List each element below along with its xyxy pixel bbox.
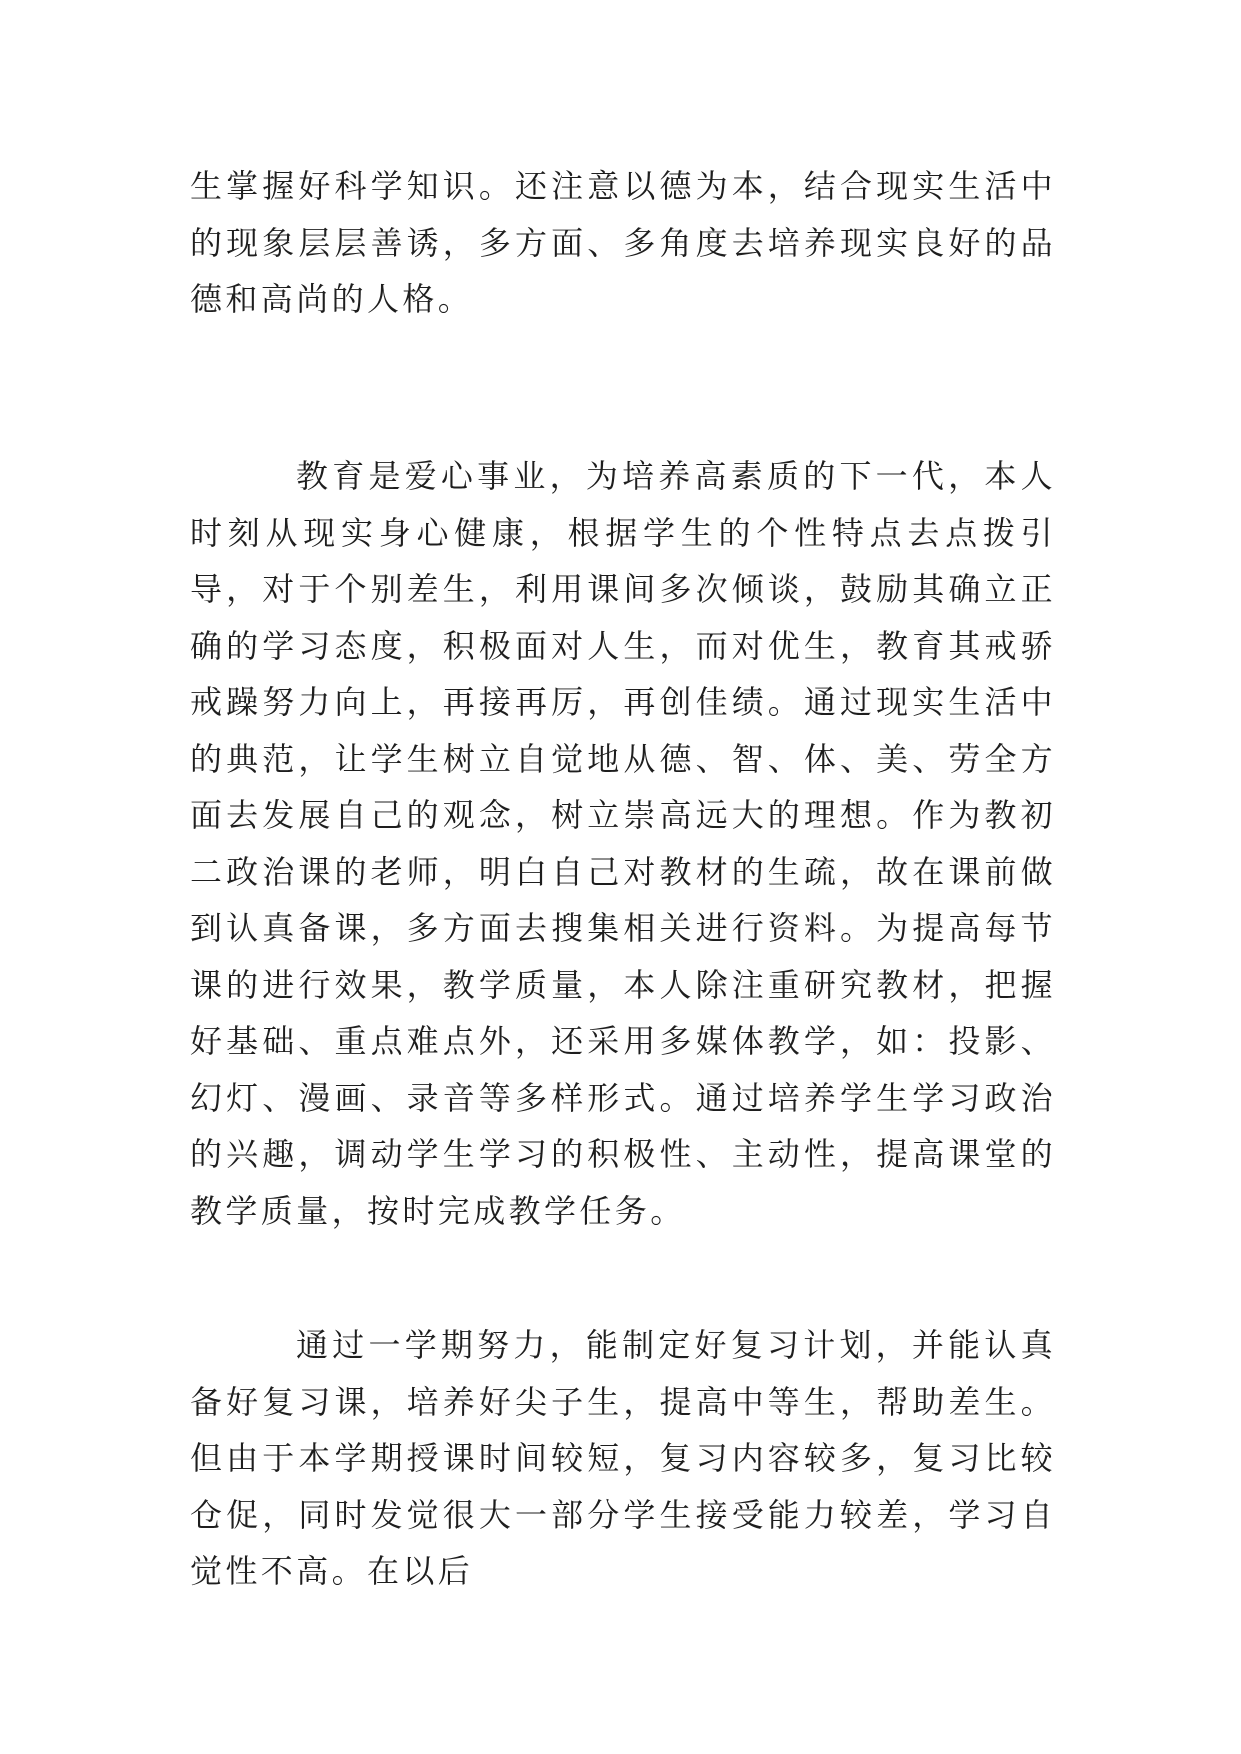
paragraph-education: 教育是爱心事业，为培养高素质的下一代，本人时刻从现实身心健康，根据学生的个性特点去点拨引导，对于个别差生，利用课间多次倾谈，鼓励其确立正确的学习态度，积极面对人生，而对优生，教育其戒骄戒躁努力向上，再接再厉，再创佳绩。通过现实生活中的典范，让学生树立自觉地从德、智、体、美、劳全方面去发展自己的观念，树立崇高远大的理想。作为教初二政治课的老师，明白自己对教材的生疏，故在课前做到认真备课，多方面去搜集相关进行资料。为提高每节课的进行效果，教学质量，本人除注重研究教材，把握好基础、重点难点外，还采用多媒体教学，如：投影、幻灯、漫画、录音等多样形式。通过培养学生学习政治的兴趣，调动学生学习的积极性、主动性，提高课堂的教学质量，按时完成教学任务。 [190,457,1056,1230]
paragraph-review: 通过一学期努力，能制定好复习计划，并能认真备好复习课，培养好尖子生，提高中等生，帮助差生。但由于本学期授课时间较短，复习内容较多，复习比较仓促，同时发觉很大一部分学生接受能力较差，学习自觉性不高。在以后 [190,1326,1056,1590]
paragraph-continuation: 生掌握好科学知识。还注意以德为本，结合现实生活中的现象层层善诱，多方面、多角度去培养现实良好的品德和高尚的人格。 [190,167,1056,318]
